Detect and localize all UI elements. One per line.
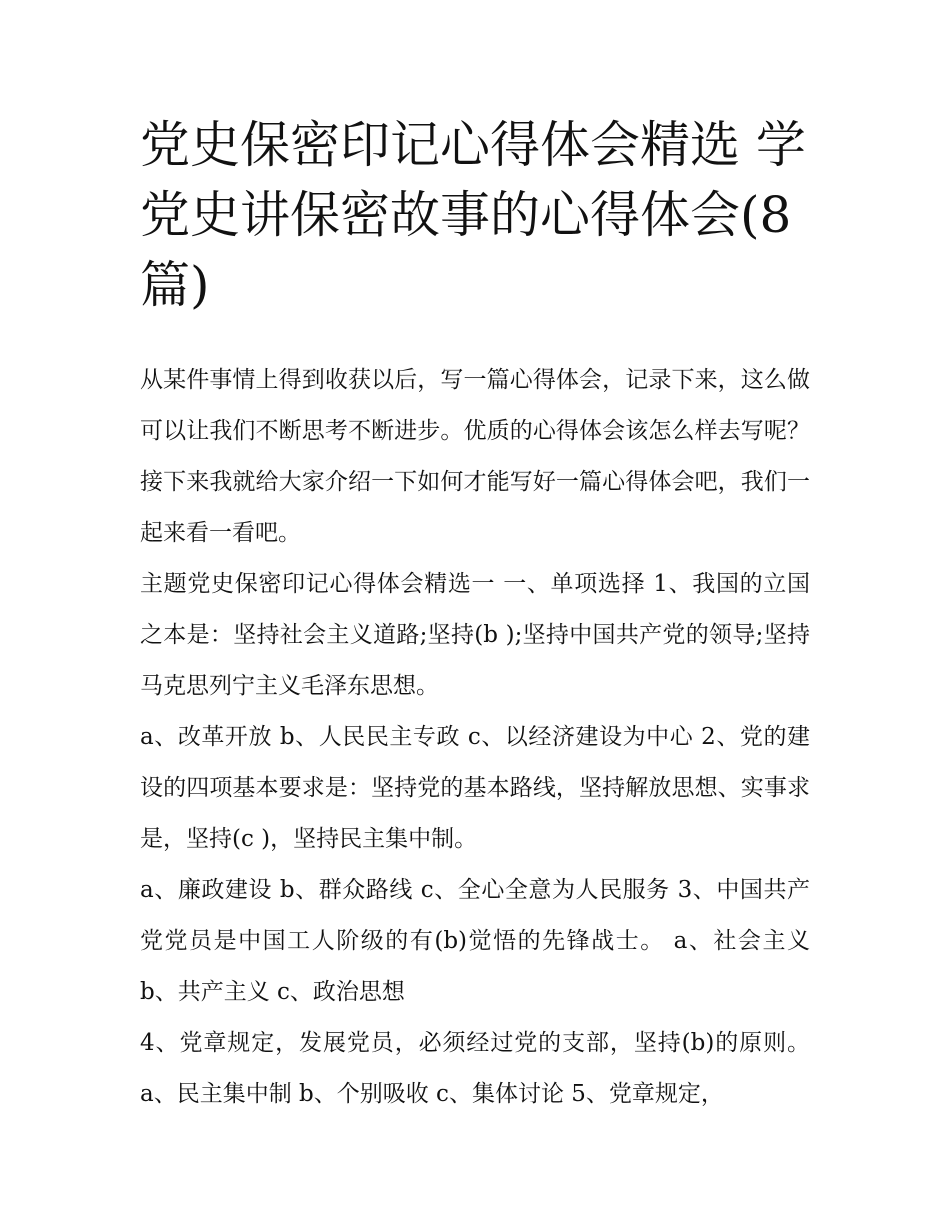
paragraph-question-4: 4、党章规定，发展党员，必须经过党的支部，坚持(b)的原则。 a、民主集中制 b、个别吸收 c、集体讨论 5、党章规定， <box>140 1030 810 1107</box>
document-body <box>140 355 810 1120</box>
paragraph-question-2: a、改革开放 b、人民民主专政 c、以经济建设为中心 2、党的建设的四项基本要求是：坚持党的基本路线，坚持解放思想、实事求是，坚持(c )，坚持民主集中制。 <box>140 724 810 852</box>
paragraph-intro: 从某件事情上得到收获以后，写一篇心得体会，记录下来，这么做可以让我们不断思考不断进步。优质的心得体会该怎么样去写呢？接下来我就给大家介绍一下如何才能写好一篇心得体会吧，我们一起来看一看吧。 <box>140 367 810 546</box>
paragraph-question-3: a、廉政建设 b、群众路线 c、全心全意为人民服务 3、中国共产党党员是中国工人阶级的有(b)觉悟的先锋战士。 a、社会主义 b、共产主义 c、政治思想 <box>140 877 810 1005</box>
document-title: 党史保密印记心得体会精选 学党史讲保密故事的心得体会(8篇) <box>140 116 806 314</box>
paragraph-question-1: 主题党史保密印记心得体会精选一 一、单项选择 1、我国的立国之本是：坚持社会主义道路;坚持(b );坚持中国共产党的领导;坚持马克思列宁主义毛泽东思想。 <box>140 571 810 699</box>
